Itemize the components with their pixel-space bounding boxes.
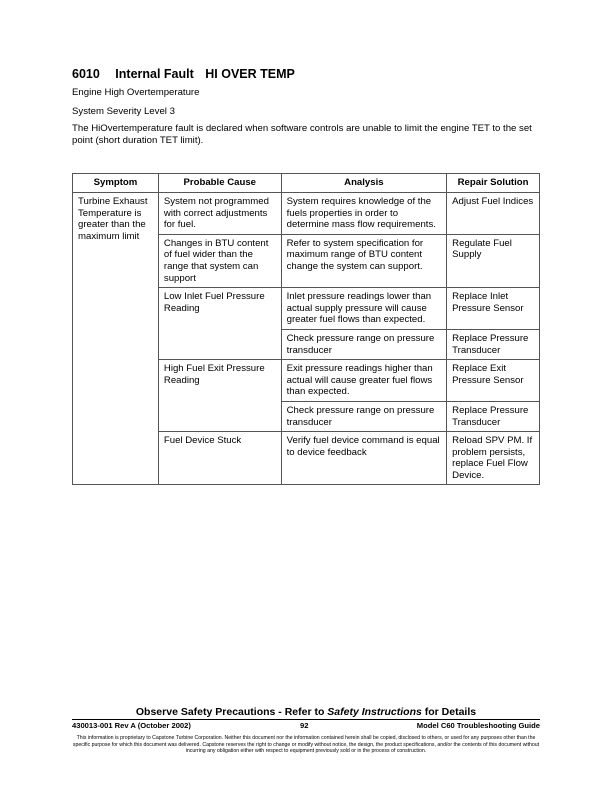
safety-prefix: Observe Safety Precautions - Refer to [135, 706, 328, 718]
analysis-cell: Inlet pressure readings lower than actual supply pressure will cause greater fuel flows than expected. [281, 288, 447, 330]
analysis-cell: System requires knowledge of the fuels properties in order to determine mass flow requirements. [281, 193, 447, 235]
table-row [73, 193, 540, 235]
fault-description: Engine High Overtemperature [72, 87, 200, 98]
solution-cell: Replace Inlet Pressure Sensor [447, 288, 540, 330]
solution-cell: Regulate Fuel Supply [447, 234, 540, 287]
solution-cell: Replace Pressure Transducer [447, 401, 540, 431]
page-number: 92 [300, 721, 309, 730]
analysis-cell: Check pressure range on pressure transducer [281, 329, 447, 359]
fault-title-name: HI OVER TEMP [205, 67, 295, 81]
safety-suffix: for Details [421, 706, 477, 718]
troubleshooting-table [72, 173, 540, 485]
header-symptom: Symptom [73, 174, 159, 193]
solution-cell: Reload SPV PM. If problem persists, replace Fuel Flow Device. [447, 432, 540, 485]
analysis-cell: Check pressure range on pressure transducer [281, 401, 447, 431]
symptom-cell: Turbine Exhaust Temperature is greater than the maximum limit [73, 193, 159, 485]
table-header-row [73, 174, 540, 193]
fault-heading [72, 67, 295, 81]
cause-cell: High Fuel Exit Pressure Reading [158, 360, 281, 432]
cause-cell: Fuel Device Stuck [158, 432, 281, 485]
solution-cell: Replace Exit Pressure Sensor [447, 360, 540, 402]
cause-cell: Low Inlet Fuel Pressure Reading [158, 288, 281, 360]
fault-explanation: The HiOvertemperature fault is declared when software controls are unable to limit the engine TET to the set point (short duration TET limit). [72, 123, 532, 146]
cause-cell: Changes in BTU content of fuel wider than the range that system can support [158, 234, 281, 287]
severity-level: System Severity Level 3 [72, 106, 175, 117]
solution-cell: Replace Pressure Transducer [447, 329, 540, 359]
guide-title: Model C60 Troubleshooting Guide [416, 721, 540, 730]
safety-instructions-link: Safety Instructions [327, 706, 422, 718]
proprietary-disclaimer: This information is proprietary to Capstone Turbine Corporation. Neither this document nor the information contained herein shall be copied, disclosed to others, or used for any purposes other than the specific purpose for which this document was delivered. Capstone reserves the right to change or modify without notice, the design, the product specifications, and/or the contents of this document without incurring any obligation either with respect to equipment previously sold or in the process of construction. [72, 735, 540, 755]
document-id: 430013-001 Rev A (October 2002) [72, 721, 191, 730]
fault-title-internal: Internal Fault [115, 67, 194, 81]
footer-divider [72, 719, 540, 720]
analysis-cell: Verify fuel device command is equal to device feedback [281, 432, 447, 485]
safety-notice [0, 706, 612, 718]
solution-cell: Adjust Fuel Indices [447, 193, 540, 235]
cause-cell: System not programmed with correct adjustments for fuel. [158, 193, 281, 235]
analysis-cell: Refer to system specification for maximum range of BTU content change the system can support. [281, 234, 447, 287]
header-repair-solution: Repair Solution [447, 174, 540, 193]
header-analysis: Analysis [281, 174, 447, 193]
fault-code: 6010 [72, 67, 100, 81]
analysis-cell: Exit pressure readings higher than actual will cause greater fuel flows than expected. [281, 360, 447, 402]
header-probable-cause: Probable Cause [158, 174, 281, 193]
